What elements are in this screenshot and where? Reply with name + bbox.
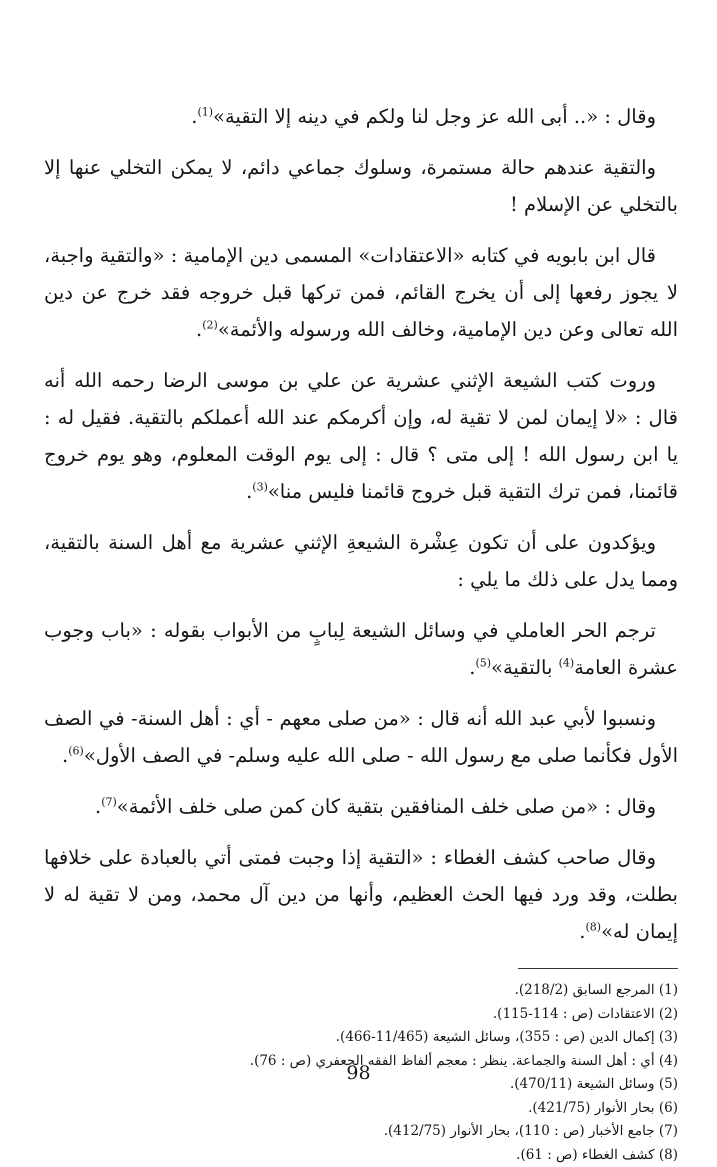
- footnote: (6) بحار الأنوار (421/75).: [44, 1097, 678, 1121]
- footnote-ref[interactable]: (5): [475, 657, 491, 670]
- page-body: [44, 98, 678, 1167]
- paragraph-text: ويؤكدون على أن تكون عِشْرة الشيعةِ الإثني عشرية مع أهل السنة بالتقية، ومما يدل على ذلك ما يلي :: [44, 531, 678, 591]
- footnote-ref[interactable]: (8): [586, 921, 602, 934]
- paragraph-end: .: [469, 656, 475, 679]
- paragraph-text: وقال : «من صلى خلف المنافقين بتقية كان كمن صلى خلف الأئمة»: [117, 795, 656, 818]
- paragraph-end: .: [62, 744, 68, 767]
- footnote-ref[interactable]: (3): [252, 481, 268, 494]
- paragraph-text: قال ابن بابويه في كتابه «الاعتقادات» المسمى دين الإمامية : «والتقية واجبة، لا يجوز رفعها إلى أن يخرج القائم، فمن تركها قبل خروجه فقد خرج عن دين الله تعالى وعن دين الإمامية، وخالف الله ورسوله والأئمة»: [44, 244, 678, 341]
- paragraph: [44, 98, 678, 135]
- footnote-ref[interactable]: (2): [202, 319, 218, 332]
- footnote: (4) أي : أهل السنة والجماعة. ينظر : معجم ألفاظ الفقه الجعفري (ص : 76).: [44, 1050, 678, 1074]
- paragraph-text-continued: بالتقية»: [491, 656, 559, 679]
- paragraph-text: وروت كتب الشيعة الإثني عشرية عن علي بن موسى الرضا رحمه الله أنه قال : «لا إيمان لمن لا تقية له، وإن أكرمكم عند الله أعملكم بالتقية. فقيل له : يا ابن رسول الله ! إلى متى ؟ قال : إلى يوم الوقت المعلوم، وهو يوم خروج قائمنا، فمن ترك التقية قبل خروج قائمنا فليس منا»: [44, 369, 678, 503]
- footnote: (7) جامع الأخبار (ص : 110)، بحار الأنوار (412/75).: [44, 1120, 678, 1144]
- paragraph-end: .: [191, 105, 197, 128]
- paragraph: [44, 788, 678, 825]
- footnote-ref[interactable]: (4): [559, 657, 575, 670]
- paragraph: [44, 362, 678, 510]
- paragraph-end: .: [579, 920, 585, 943]
- footnote-ref[interactable]: (6): [68, 745, 84, 758]
- footnote: (2) الاعتقادات (ص : 114-115).: [44, 1003, 678, 1027]
- footnote: (3) إكمال الدين (ص : 355)، وسائل الشيعة (11/465-466).: [44, 1026, 678, 1050]
- footnote-ref[interactable]: (1): [197, 106, 213, 119]
- paragraph-text: ونسبوا لأبي عبد الله أنه قال : «من صلى معهم - أي : أهل السنة- في الصف الأول فكأنما صلى مع رسول الله - صلى الله عليه وسلم- في الصف الأول»: [44, 707, 678, 767]
- paragraph: [44, 237, 678, 348]
- paragraph: [44, 612, 678, 686]
- page-number: 98: [0, 1062, 717, 1084]
- paragraph-text: ترجم الحر العاملي في وسائل الشيعة لِبابٍ من الأبواب بقوله : «باب وجوب عشرة العامة: [44, 619, 678, 679]
- footnote-divider: [518, 968, 678, 969]
- paragraph: [44, 700, 678, 774]
- paragraph: [44, 149, 678, 223]
- paragraph-end: .: [196, 318, 202, 341]
- paragraph: [44, 524, 678, 598]
- footnote-ref[interactable]: (7): [101, 796, 117, 809]
- paragraph-text: وقال : «.. أبى الله عز وجل لنا ولكم في دينه إلا التقية»: [213, 105, 656, 128]
- paragraph-end: .: [246, 480, 252, 503]
- paragraph-text: والتقية عندهم حالة مستمرة، وسلوك جماعي دائم، لا يمكن التخلي عنها إلا بالتخلي عن الإسلام !: [44, 156, 678, 216]
- footnote: (8) كشف الغطاء (ص : 61).: [44, 1144, 678, 1167]
- footnote: (5) وسائل الشيعة (470/11).: [44, 1073, 678, 1097]
- paragraph: [44, 839, 678, 950]
- footnote: (1) المرجع السابق (218/2).: [44, 979, 678, 1003]
- paragraph-end: .: [95, 795, 101, 818]
- paragraph-text: وقال صاحب كشف الغطاء : «التقية إذا وجبت فمتى أتي بالعبادة على خلافها بطلت، وقد ورد فيها الحث العظيم، وأنها من دين آل محمد، ومن لا تقية له لا إيمان له»: [44, 846, 678, 943]
